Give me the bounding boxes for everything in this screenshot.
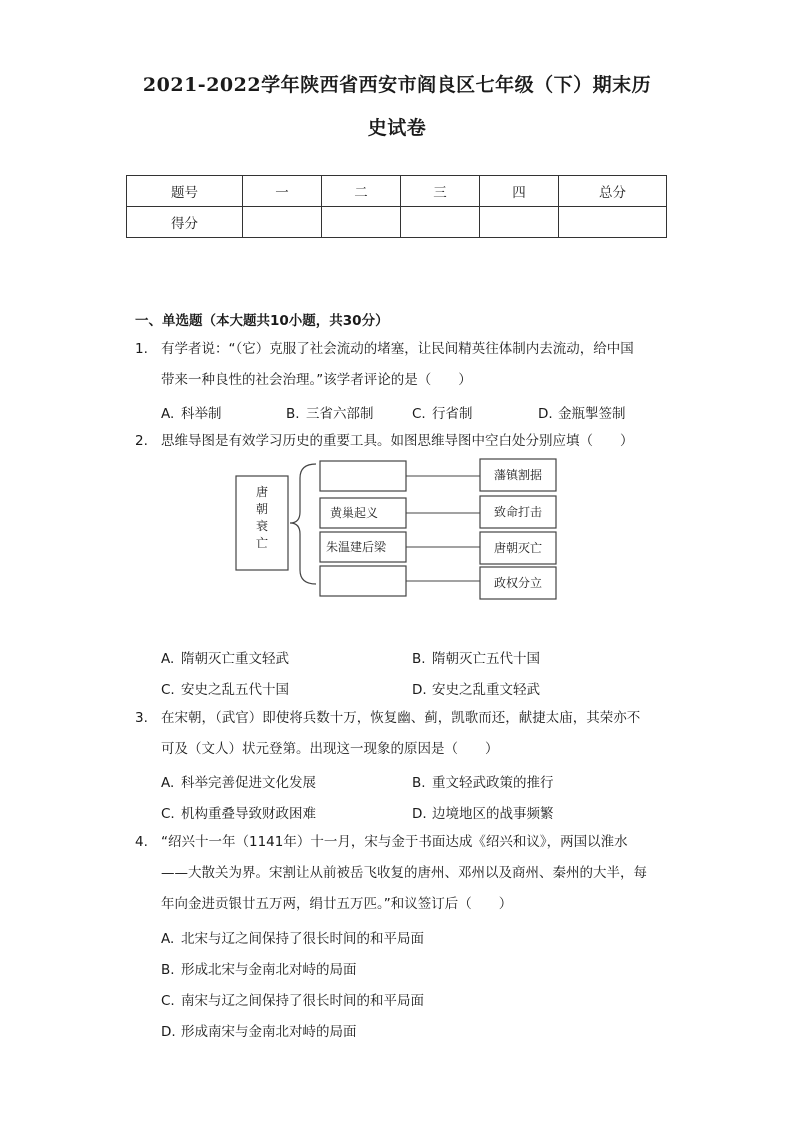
mind-map-blank-box-1 — [320, 461, 406, 491]
question-2 — [135, 426, 675, 457]
mind-map-label: 唐朝灭亡 — [493, 541, 543, 555]
question-number: 2. — [135, 433, 148, 449]
question-3 — [135, 703, 675, 765]
option-3b[interactable]: B. 重文轻武政策的推行 — [412, 775, 554, 791]
question-text-line: 年向金进贡银廿五万两，绢廿五万匹。”和议签订后（ ） — [161, 896, 513, 912]
question-4 — [135, 827, 675, 920]
option-2b[interactable]: B. 隋朝灭亡五代十国 — [412, 651, 540, 667]
mind-map-label: 朱温建后梁 — [326, 540, 387, 554]
score-cell — [401, 207, 480, 238]
question-text-line: 思维导图是有效学习历史的重要工具。如图思维导图中空白处分别应填（ ） — [161, 433, 634, 449]
question-1 — [135, 334, 675, 396]
question-text-line: 带来一种良性的社会治理。”该学者评论的是（ ） — [161, 372, 472, 388]
option-1b[interactable]: B. 三省六部制 — [286, 406, 374, 422]
score-row-label: 得分 — [127, 207, 243, 238]
mind-map-root-char: 亡 — [255, 536, 269, 550]
mind-map-label: 政权分立 — [493, 576, 543, 590]
mind-map-root-char: 衰 — [255, 519, 269, 533]
score-table — [126, 175, 667, 238]
score-table-score-row — [127, 207, 667, 238]
exam-title-line1: 2021-2022学年陕西省西安市阎良区七年级（下）期末历 — [142, 74, 652, 96]
option-1c[interactable]: C. 行省制 — [412, 406, 473, 422]
mind-map-diagram — [234, 456, 564, 604]
section-heading: 一、单选题（本大题共10小题，共30分） — [135, 313, 389, 329]
option-1a[interactable]: A. 科举制 — [161, 406, 222, 422]
question-text-line: 有学者说：“（它）克服了社会流动的堵塞，让民间精英往体制内去流动，给中国 — [161, 341, 634, 357]
option-4d[interactable]: D. 形成南宋与金南北对峙的局面 — [161, 1024, 357, 1040]
option-4b[interactable]: B. 形成北宋与金南北对峙的局面 — [161, 962, 357, 978]
option-4c[interactable]: C. 南宋与辽之间保持了很长时间的和平局面 — [161, 993, 424, 1009]
question-text-line: “绍兴十一年（1141年）十一月，宋与金于书面达成《绍兴和议》，两国以淮水 — [161, 834, 628, 850]
mind-map-root-char: 朝 — [255, 502, 269, 516]
question-number: 1. — [135, 341, 148, 357]
option-2c[interactable]: C. 安史之乱五代十国 — [161, 682, 289, 698]
score-header-cell: 题号 — [127, 176, 243, 207]
score-header-cell: 三 — [401, 176, 480, 207]
score-table-header-row — [127, 176, 667, 207]
option-3a[interactable]: A. 科举完善促进文化发展 — [161, 775, 316, 791]
option-4a[interactable]: A. 北宋与辽之间保持了很长时间的和平局面 — [161, 931, 424, 947]
mind-map-brace — [290, 464, 316, 584]
option-2d[interactable]: D. 安史之乱重文轻武 — [412, 682, 540, 698]
mind-map-blank-box-2 — [320, 566, 406, 596]
score-header-cell: 四 — [480, 176, 559, 207]
mind-map-label: 致命打击 — [493, 505, 543, 519]
question-text-line: 可及（文人）状元登第。出现这一现象的原因是（ ） — [161, 741, 499, 757]
score-cell — [480, 207, 559, 238]
score-cell — [243, 207, 322, 238]
option-2a[interactable]: A. 隋朝灭亡重文轻武 — [161, 651, 289, 667]
mind-map-label: 黄巢起义 — [330, 506, 379, 520]
score-header-cell: 二 — [322, 176, 401, 207]
exam-title-line2: 史试卷 — [367, 117, 427, 139]
score-cell — [322, 207, 401, 238]
mind-map-root-char: 唐 — [255, 485, 269, 499]
question-number: 3. — [135, 710, 148, 726]
score-cell — [559, 207, 667, 238]
option-3c[interactable]: C. 机构重叠导致财政困难 — [161, 806, 316, 822]
question-text-line: ——大散关为界。宋割让从前被岳飞收复的唐州、邓州以及商州、秦州的大半，每 — [161, 865, 647, 881]
score-header-cell: 一 — [243, 176, 322, 207]
option-3d[interactable]: D. 边境地区的战事频繁 — [412, 806, 554, 822]
score-header-cell: 总分 — [559, 176, 667, 207]
question-text-line: 在宋朝，（武官）即使将兵数十万，恢复幽、蓟，凯歌而还，献捷太庙，其荣亦不 — [161, 710, 641, 726]
option-1d[interactable]: D. 金瓶掣签制 — [538, 406, 626, 422]
mind-map-label: 藩镇割据 — [493, 468, 543, 482]
question-number: 4. — [135, 834, 148, 850]
